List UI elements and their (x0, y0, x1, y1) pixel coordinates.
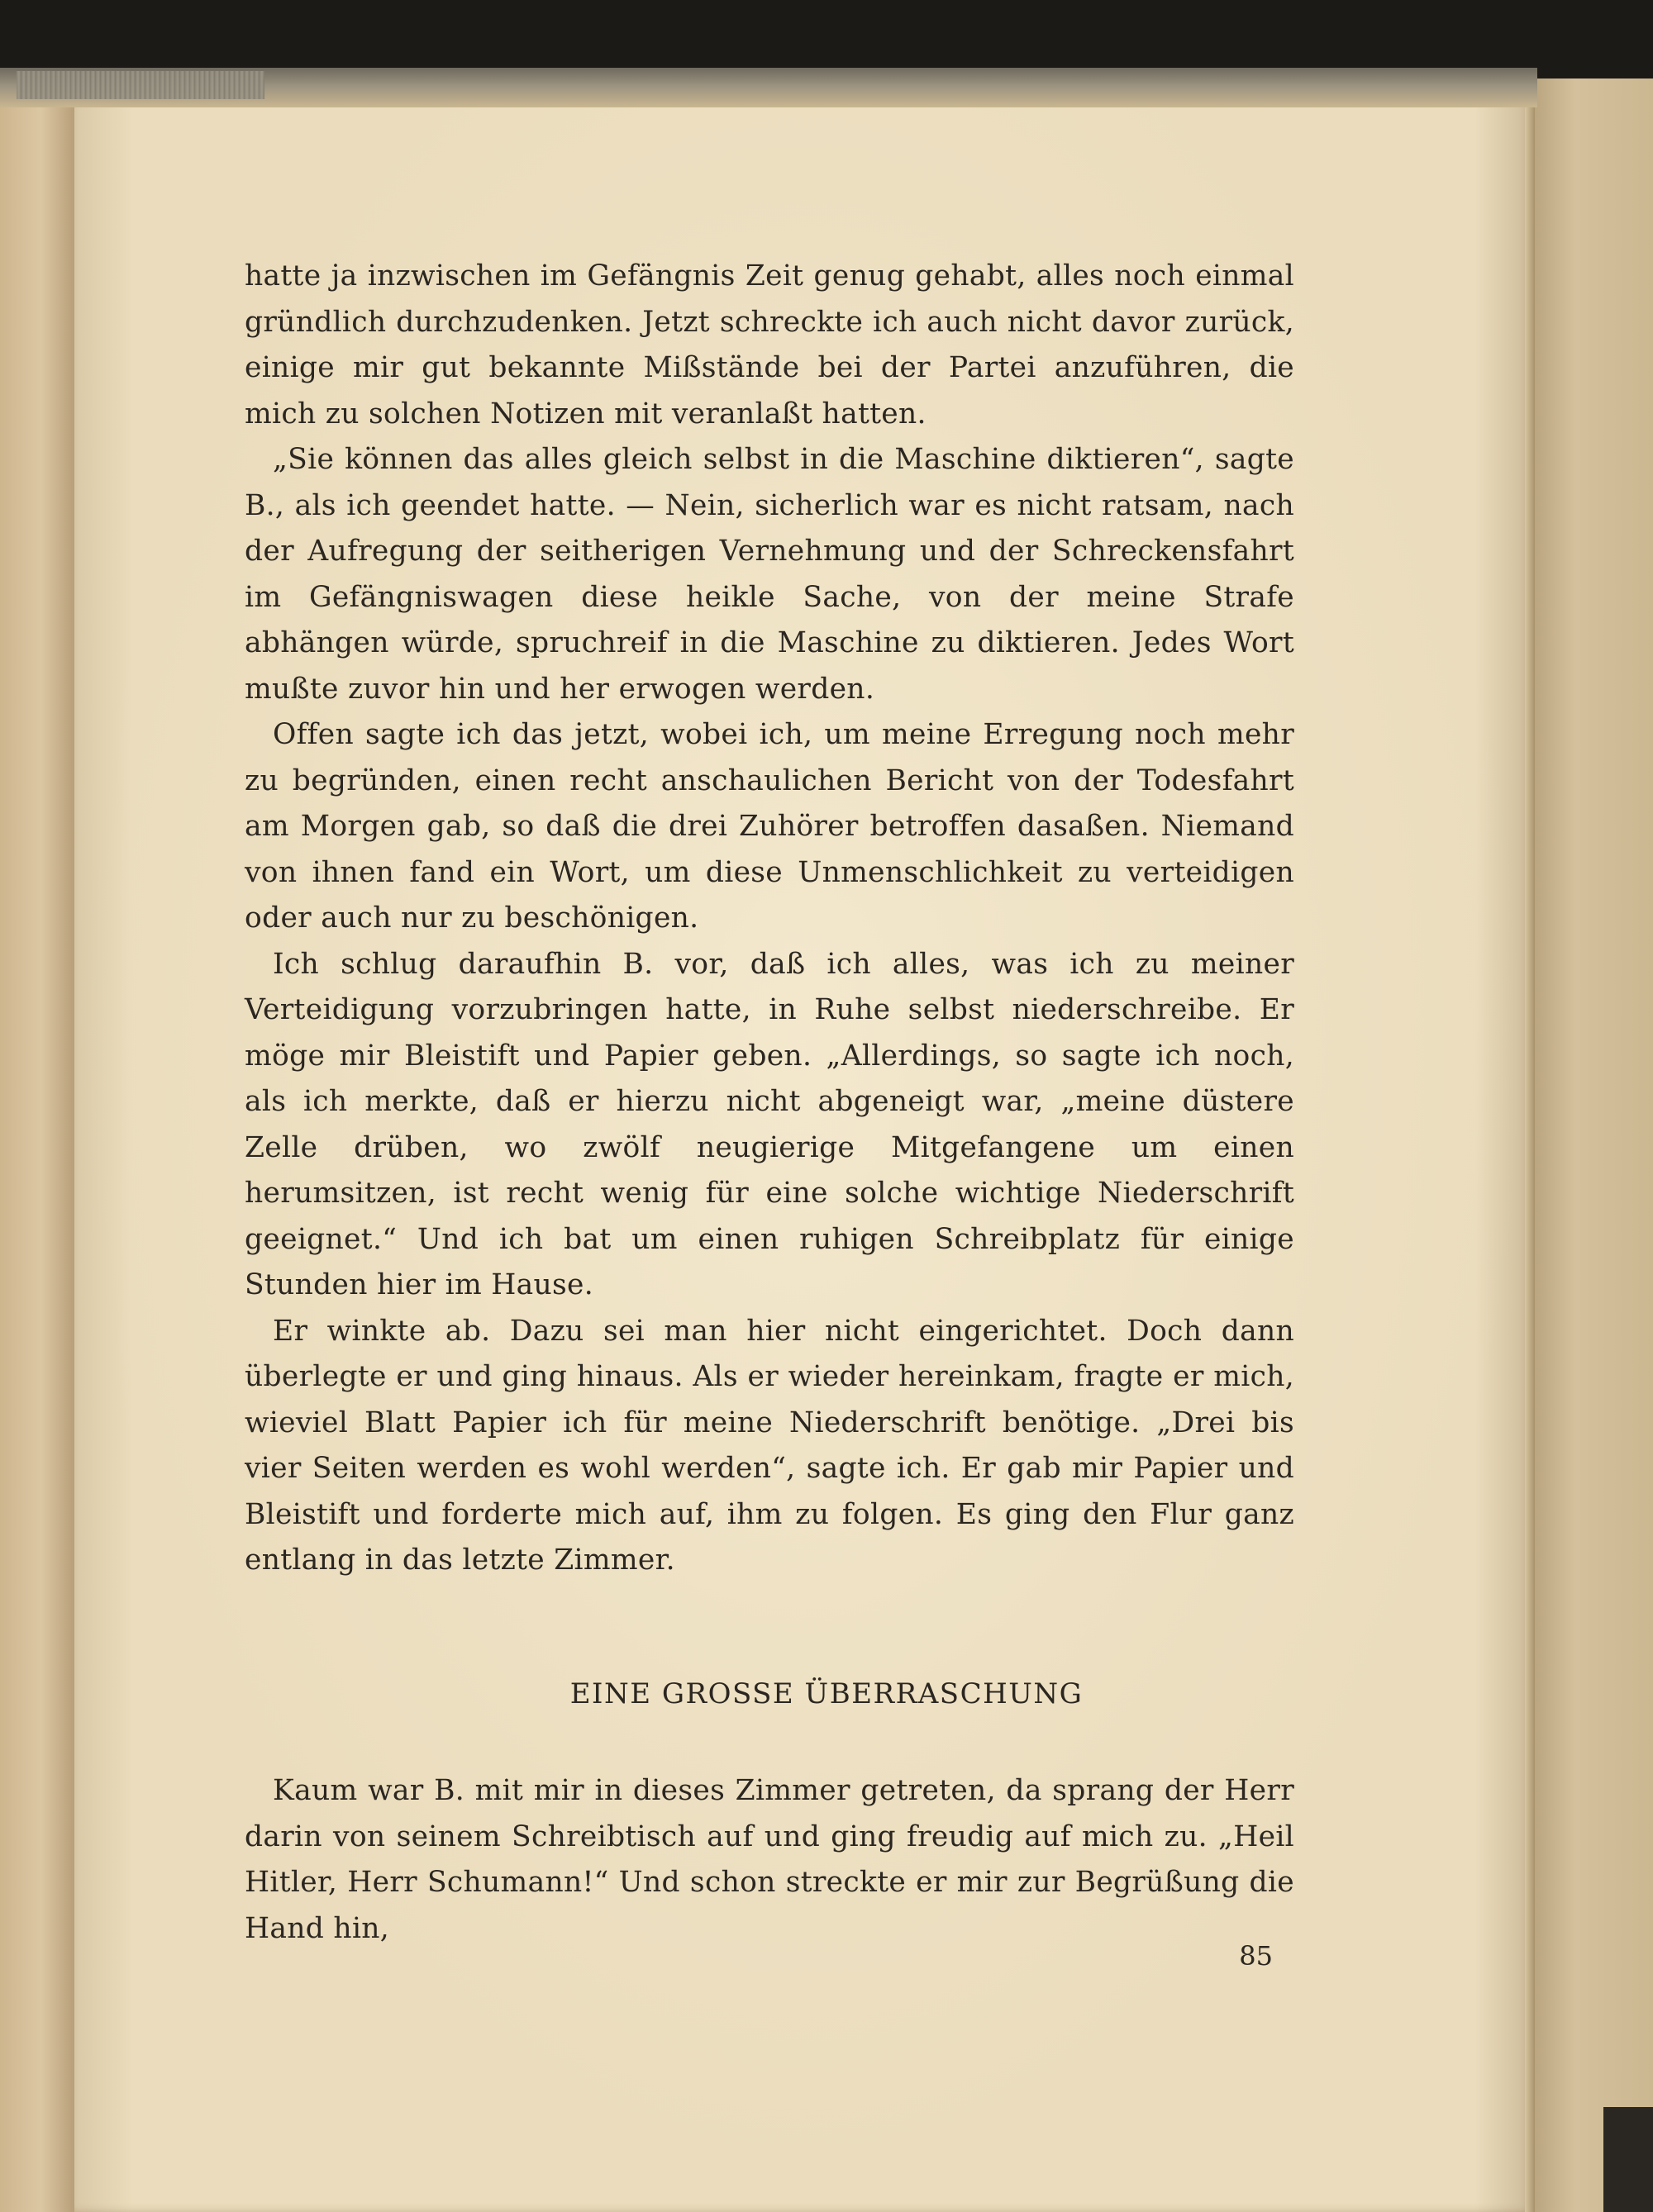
paragraph: Offen sagte ich das jetzt, wobei ich, um meine Erregung noch mehr zu begründen, einen recht anschaulichen Bericht von der Todesfahrt am Morgen gab, so daß die drei Zuhörer betroffen dasaßen. Niemand von ihnen fand ein Wort, um diese Unmenschlichkeit zu verteidigen oder auch nur zu beschönigen. (245, 718, 1294, 935)
book-cover-edge (1533, 78, 1653, 2212)
body-text-top (245, 254, 1294, 1584)
paragraph: Er winkte ab. Dazu sei man hier nicht eingerichtet. Doch dann überlegte er und ging hinaus. Als er wieder hereinkam, fragte er mich, wieviel Blatt Papier ich für meine Niederschrift benötige. „Drei bis vier Seiten werden es wohl werden“, sagte ich. Er gab mir Papier und Bleistift und forderte mich auf, ihm zu folgen. Es ging den Flur ganz entlang in das letzte Zimmer. (245, 1314, 1294, 1577)
paragraph: hatte ja inzwischen im Gefängnis Zeit genug gehabt, alles noch einmal gründlich durchzudenken. Jetzt schreckte ich auch nicht davor zurück, einige mir gut bekannte Mißstände bei der Partei anzuführen, die mich zu solchen Notizen mit veranlaßt hatten. (245, 259, 1294, 431)
page-number: 85 (1239, 1940, 1273, 1972)
left-page-edge (0, 83, 74, 2212)
paragraph: Kaum war B. mit mir in dieses Zimmer getreten, da sprang der Herr darin von seinem Schreibtisch auf und ging freudig auf mich zu. „Heil Hitler, Herr Schumann!“ Und schon streckte er mir zur Begrüßung die Hand hin, (245, 1774, 1294, 1945)
background-corner (1603, 2107, 1653, 2212)
paragraph: „Sie können das alles gleich selbst in die Maschine diktieren“, sagte B., als ich geendet hatte. — Nein, sicherlich war es nicht ratsam, nach der Aufregung der seitherigen Vernehmung und der Schreckensfahrt im Gefängniswagen diese heikle Sache, von der meine Strafe abhängen würde, spruchreif in die Maschine zu diktieren. Jedes Wort mußte zuvor hin und her erwogen werden. (245, 443, 1294, 706)
body-text-bottom (245, 1768, 1294, 1952)
paragraph: Ich schlug daraufhin B. vor, daß ich alles, was ich zu meiner Verteidigung vorzubringen hatte, in Ruhe selbst niederschreibe. Er möge mir Bleistift und Papier geben. „Allerdings, so sagte ich noch, als ich merkte, daß er hierzu nicht abgeneigt war, „meine düstere Zelle drüben, wo zwölf neugierige Mitgefangene um einen herumsitzen, ist recht wenig für eine solche wichtige Niederschrift geeignet.“ Und ich bat um einen ruhigen Schreibplatz für einige Stunden hier im Hause. (245, 947, 1294, 1301)
page-right-edge (1525, 93, 1535, 2212)
section-heading: EINE GROSSE ÜBERRASCHUNG (569, 1677, 1084, 1710)
spine-cloth-tape (17, 71, 264, 99)
